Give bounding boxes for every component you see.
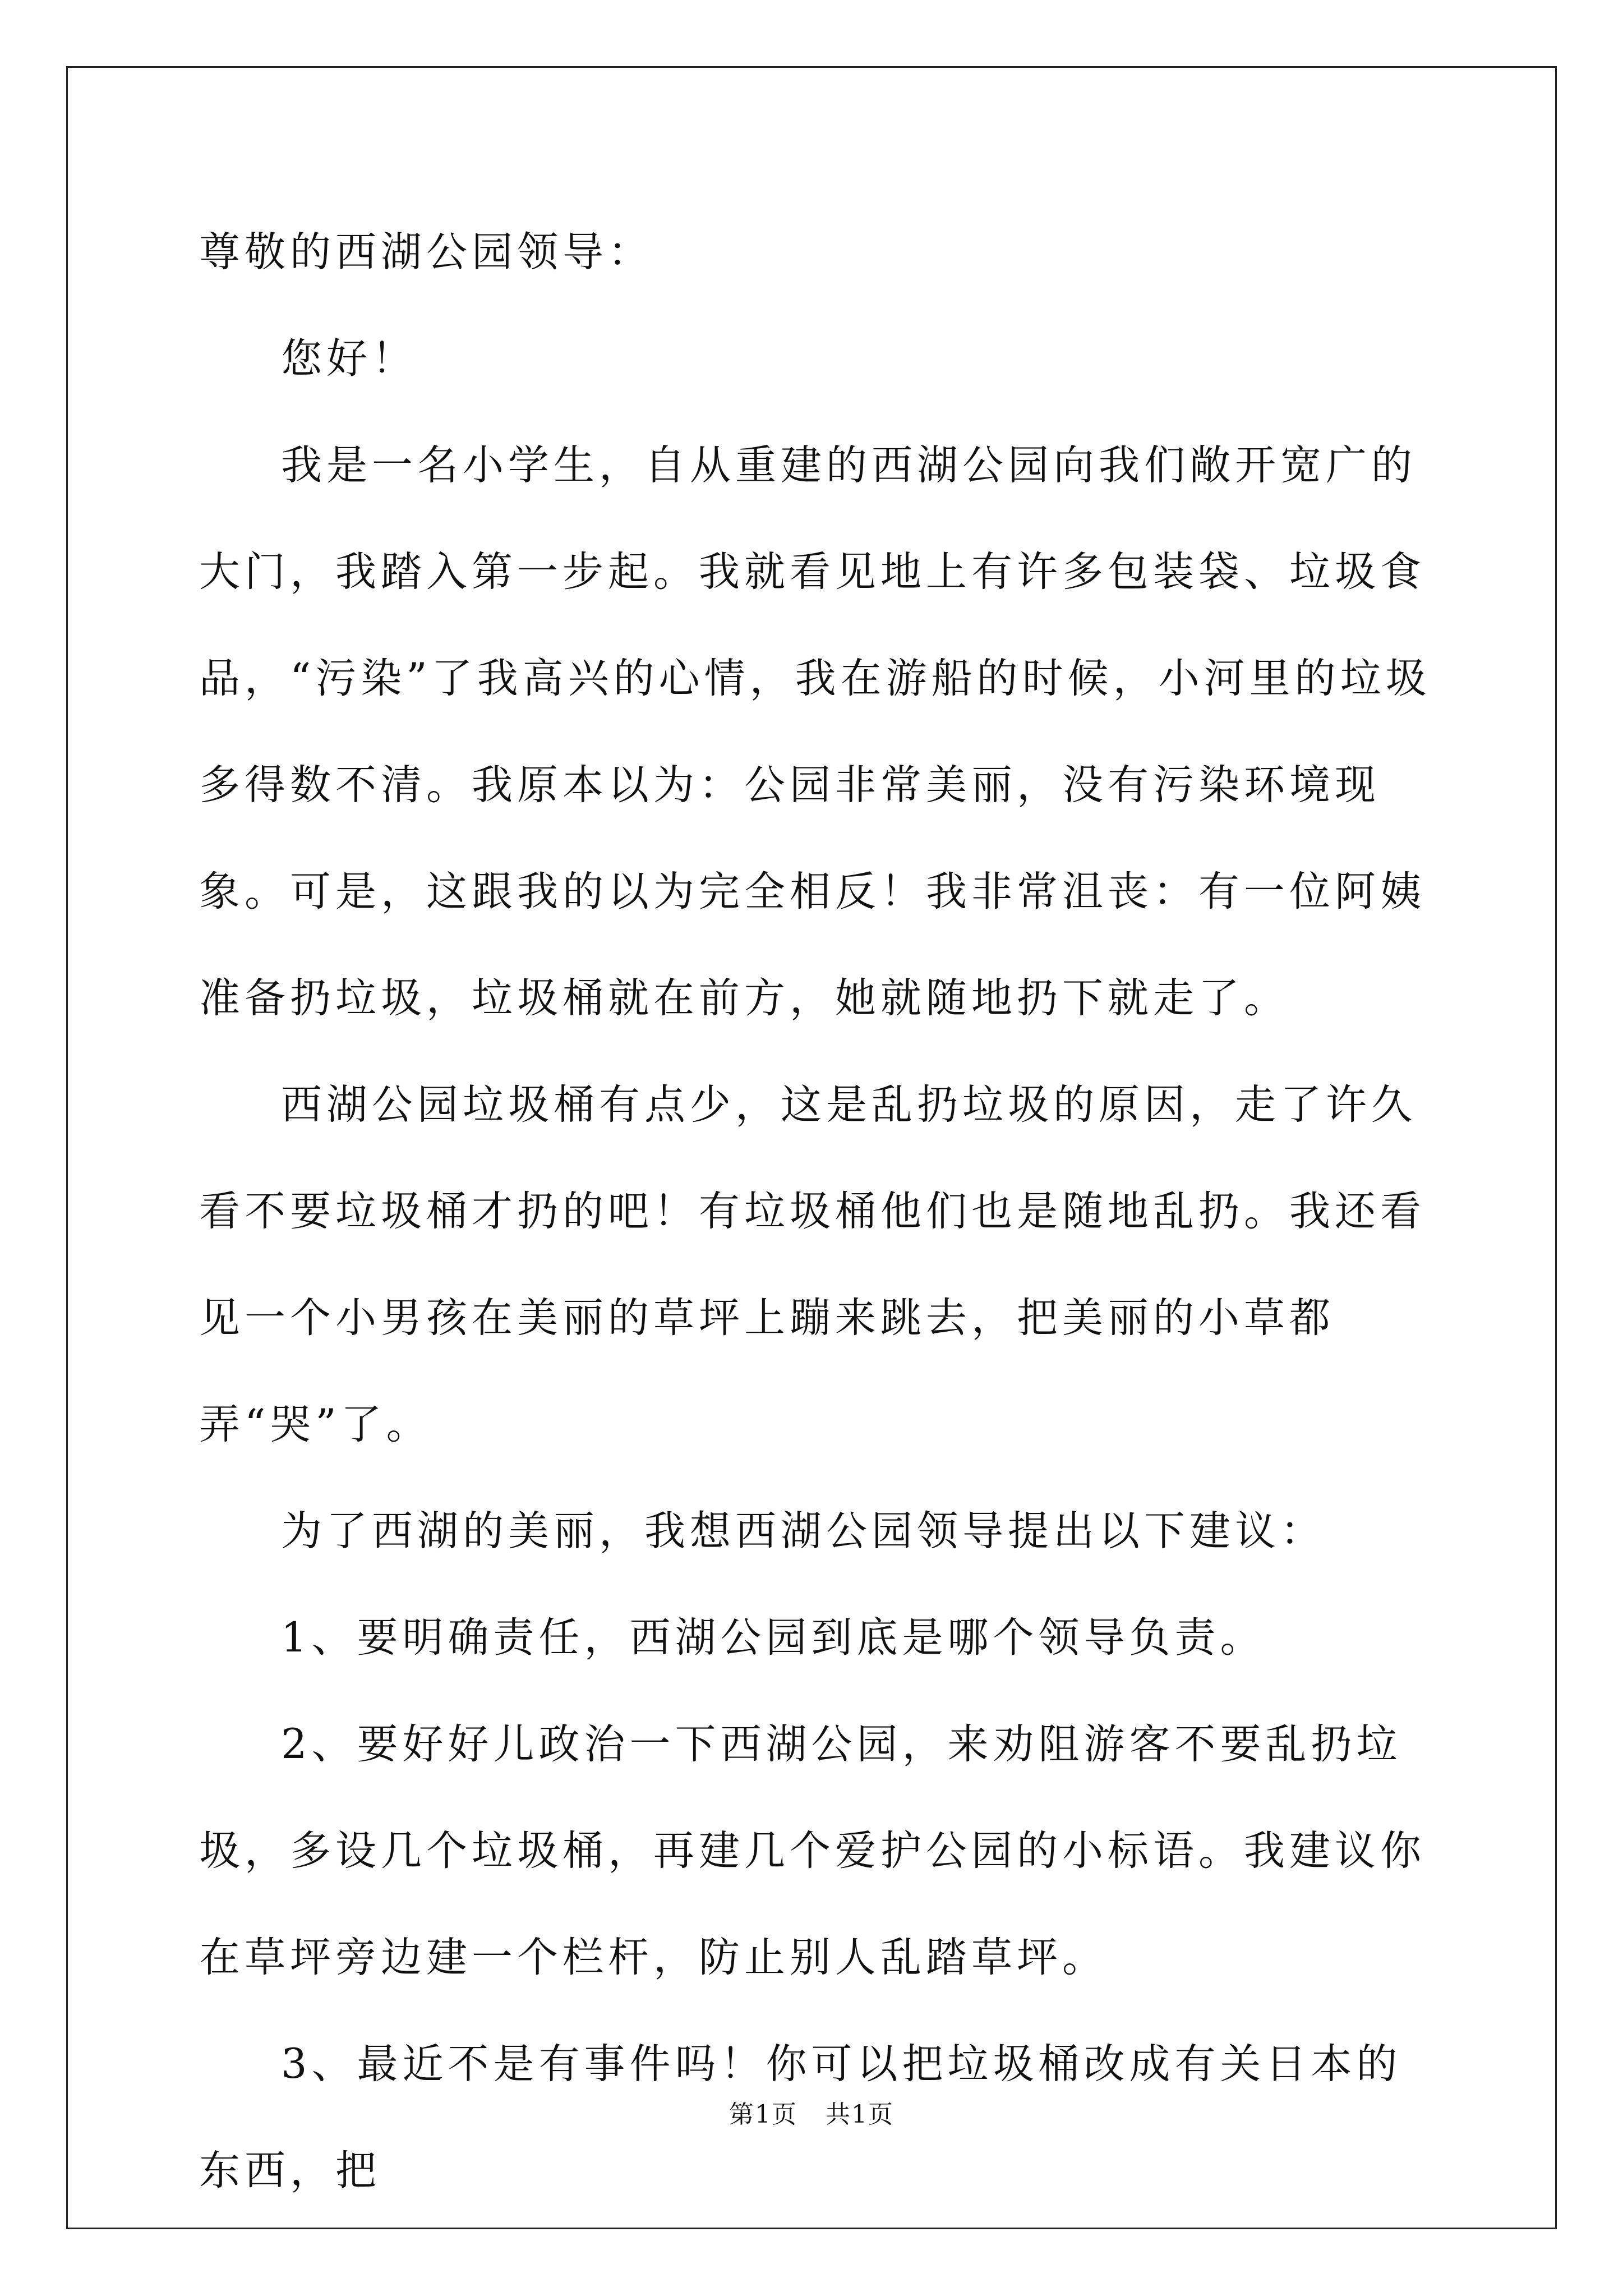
page-number-current: 第1页 xyxy=(729,2100,797,2129)
suggestion-item: 3、最近不是有事件吗！你可以把垃圾桶改成有关日本的东西，把 xyxy=(199,2040,1402,2194)
greeting-paragraph: 您好！ xyxy=(281,335,417,383)
body-paragraph: 我是一名小学生，自从重建的西湖公园向我们敞开宽广的大门，我踏入第一步起。我就看见地上有许多包装袋、垃圾食品，“污染”了我高兴的心情，我在游船的时候，小河里的垃圾多得数不清。我原本以为：公园非常美丽，没有污染环境现象。可是，这跟我的以为完全相反！我非常沮丧：有一位阿姨准备扔垃圾，垃圾桶就在前方，她就随地扔下就走了。 xyxy=(199,441,1431,1022)
page-number-total: 共1页 xyxy=(826,2100,894,2129)
suggestion-item: 1、要明确责任，西湖公园到底是哪个领导负责。 xyxy=(281,1614,1266,1662)
suggestion-item: 2、要好好儿政治一下西湖公园，来劝阻游客不要乱扔垃圾，多设几个垃圾桶，再建几个爱护公园的小标语。我建议你在草坪旁边建一个栏杆，防止别人乱踏草坪。 xyxy=(199,1720,1426,1981)
salutation: 尊敬的西湖公园领导： xyxy=(199,228,653,276)
body-paragraph: 西湖公园垃圾桶有点少，这是乱扔垃圾的原因，走了许久看不要垃圾桶才扔的吧！有垃圾桶他们也是随地乱扔。我还看见一个小男孩在美丽的草坪上蹦来跳去，把美丽的小草都弄“哭”了。 xyxy=(199,1081,1426,1448)
page-footer xyxy=(0,2094,1623,2130)
document-body xyxy=(199,199,1433,2224)
body-paragraph: 为了西湖的美丽，我想西湖公园领导提出以下建议： xyxy=(281,1507,1326,1555)
